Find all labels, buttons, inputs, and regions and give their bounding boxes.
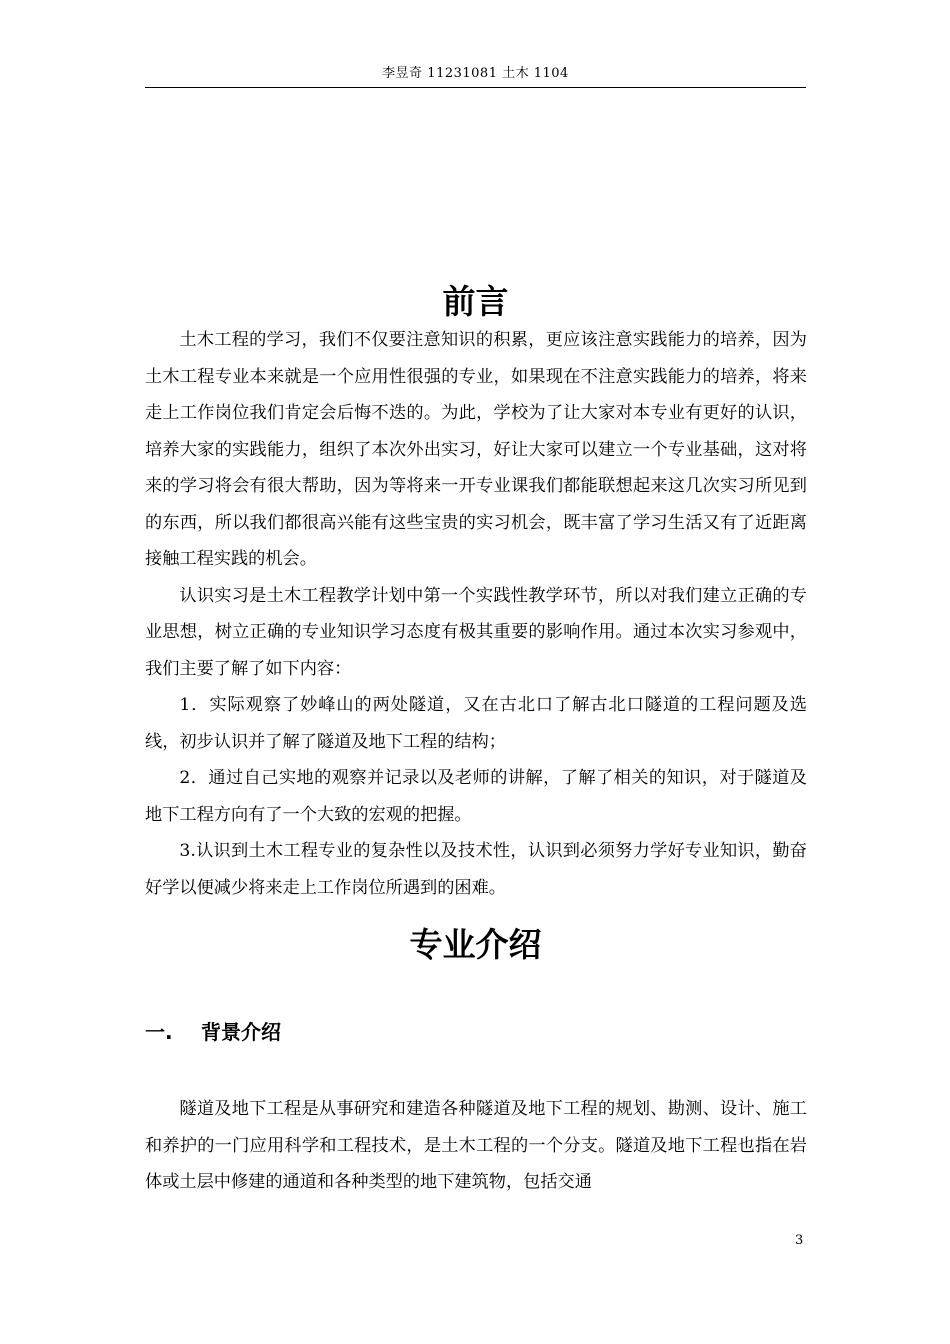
preface-body (145, 322, 807, 906)
preface-title: 前言 (442, 282, 509, 321)
section-title: 背景介绍 (201, 1020, 281, 1044)
section-number: 一. (145, 1020, 173, 1044)
page-header: 李昱奇 11231081 土木 1104 (382, 66, 569, 81)
preface-list-item-2: 2．通过自己实地的观察并记录以及老师的讲解，了解了相关的知识，对于隧道及地下工程方向有了一个大致的宏观的把握。 (145, 768, 807, 825)
preface-list-item-3: 3.认识到土木工程专业的复杂性以及技术性，认识到必须努力学好专业知识，勤奋好学以便减少将来走上工作岗位所遇到的困难。 (145, 841, 807, 898)
page-number: 3 (795, 1233, 804, 1248)
major-title: 专业介绍 (409, 925, 542, 964)
section-body (145, 1091, 807, 1201)
preface-list-item-1: 1．实际观察了妙峰山的两处隧道，又在古北口了解古北口隧道的工程问题及选线，初步认识并了解了隧道及地下工程的结构； (145, 695, 807, 752)
header-rule (145, 87, 806, 88)
section-paragraph: 隧道及地下工程是从事研究和建造各种隧道及地下工程的规划、勘测、设计、施工和养护的一门应用科学和工程技术，是土木工程的一个分支。隧道及地下工程也指在岩体或土层中修建的通道和各种类型的地下建筑物，包括交通 (145, 1099, 807, 1192)
section-heading (145, 1017, 281, 1047)
preface-paragraph-2: 认识实习是土木工程教学计划中第一个实践性教学环节，所以对我们建立正确的专业思想，树立正确的专业知识学习态度有极其重要的影响作用。通过本次实习参观中，我们主要了解了如下内容： (145, 585, 807, 679)
preface-paragraph-1: 土木工程的学习，我们不仅要注意知识的积累，更应该注意实践能力的培养，因为土木工程专业本来就是一个应用性很强的专业，如果现在不注意实践能力的培养，将来走上工作岗位我们肯定会后悔不迭的。为此，学校为了让大家对本专业有更好的认识，培养大家的实践能力，组织了本次外出实习，好让大家可以建立一个专业基础，这对将来的学习将会有很大帮助，因为等将来一开专业课我们都能联想起来这几次实习所见到的东西，所以我们都很高兴能有这些宝贵的实习机会，既丰富了学习生活又有了近距离接触工程实践的机会。 (145, 330, 807, 569)
